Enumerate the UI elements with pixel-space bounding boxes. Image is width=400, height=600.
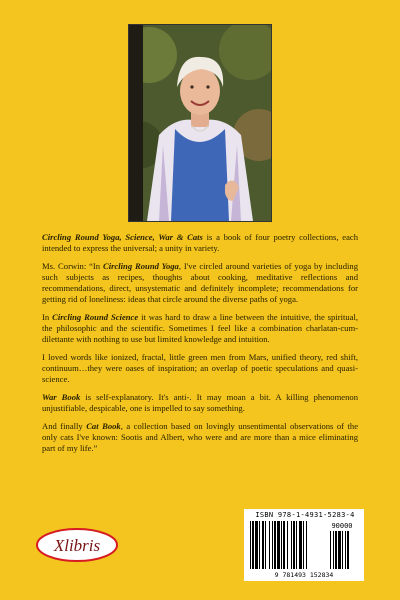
paragraph-3: In Circling Round Science it was hard to draw a line between the intuitive, the spiritual, the philosophic and the scientific. Sometimes I feel like a combination charlatan-cum-dilettante with nothing to use but limited knowledge and intuition. [42, 312, 358, 344]
logo-text: Xlibris [53, 536, 101, 555]
barcode-icon [250, 521, 358, 569]
paragraph-6: And finally Cat Book, a collection based on lovingly unsentimental observations of the only cats I've known: Sootis and Albert, who were and are more than a mice eliminating part of my life.” [42, 421, 359, 453]
paragraph-2: Ms. Corwin: “In Circling Round Yoga, I've circled around varieties of yoga by including such subjects as recipes, thoughts about cooking, meditative reflections and recommendations, direct, unsystematic and definitely incomplete; recommendations for getting rid of loneliness: ideas that circle around the diverse paths of yoga. [42, 261, 358, 304]
book-title: Circling Round Yoga, Science, War & Cats [42, 232, 203, 242]
price-code: 90000 [331, 522, 353, 530]
back-cover-blurb [42, 232, 358, 461]
paragraph-1: Circling Round Yoga, Science, War & Cats is a book of four poetry collections, each intended to express the universal; a unity in variety. [42, 232, 359, 253]
paragraph-5: War Book is self-explanatory. It's anti-. It may moan a bit. A killing phenomenon unjustifiable, despicable, one is impelled to say something. [42, 392, 358, 413]
xlibris-logo [36, 527, 118, 563]
isbn-label: ISBN 978-1-4931-5283-4 [255, 511, 355, 519]
author-photo-icon [129, 25, 271, 221]
isbn-number: 9 781493 152834 [274, 571, 334, 579]
author-photo [128, 24, 272, 222]
isbn-barcode [244, 509, 364, 581]
paragraph-4: I loved words like ionized, fractal, little green men from Mars, unified theory, red shift, continuum…they were oases of inspiration; an overlap of poetic speculations and quasi-science. [42, 352, 358, 384]
